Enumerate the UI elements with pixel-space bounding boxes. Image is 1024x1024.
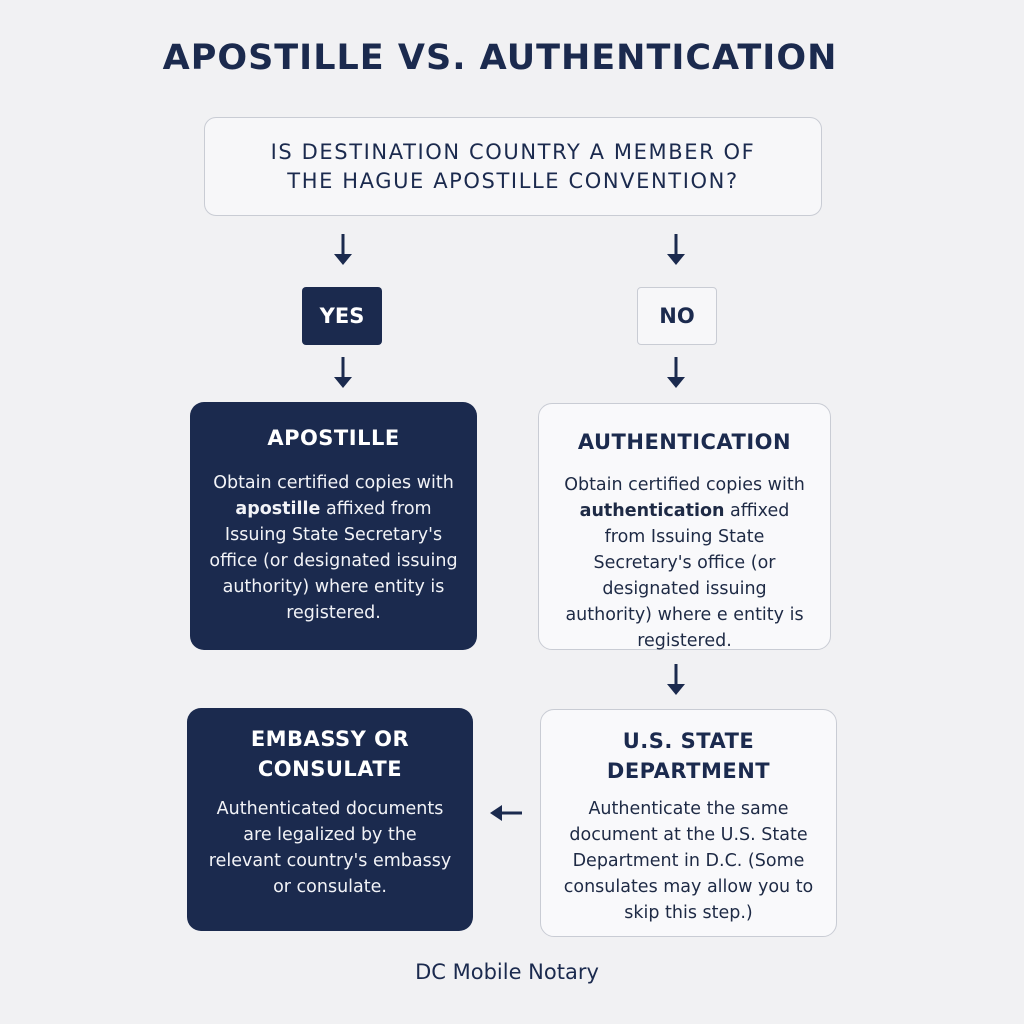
embassy-text: Authenticated documents are legalized by the relevant country's embassy or consulate.	[208, 799, 452, 897]
question-line-1: IS DESTINATION COUNTRY A MEMBER OF	[270, 139, 756, 164]
state-department-text: Authenticate the same document at the U.S. State Department in D.C. (Some consulates may allow you to skip this step.)	[563, 799, 814, 923]
diagram-title: APOSTILLE VS. AUTHENTICATION	[162, 38, 838, 78]
authentication-bold-term: authentication	[579, 501, 725, 521]
apostille-text: Obtain certified copies with apostille affixed from Issuing State Secretary's office (or designated issuing authority) where entity is registered.	[209, 473, 458, 623]
arrow-down-icon	[331, 232, 355, 268]
embassy-heading: EMBASSY OR CONSULATE	[250, 727, 410, 781]
question-box	[204, 117, 822, 216]
authentication-box	[538, 403, 831, 650]
question-line-2: THE HAGUE APOSTILLE CONVENTION?	[287, 168, 739, 193]
apostille-heading: APOSTILLE	[267, 426, 400, 450]
state-department-heading: U.S. STATE DEPARTMENT	[606, 729, 771, 783]
no-label: NO	[637, 287, 717, 345]
arrow-down-icon	[664, 662, 688, 698]
arrow-down-icon	[664, 232, 688, 268]
footer-credit: DC Mobile Notary	[415, 960, 599, 984]
arrow-down-icon	[331, 355, 355, 391]
yes-label: YES	[302, 287, 382, 345]
arrow-left-icon	[488, 803, 524, 823]
arrow-down-icon	[664, 355, 688, 391]
authentication-text: Obtain certified copies with authentication affixed from Issuing State Secretary's office (or designated issuing authority) where e entity is registered.	[564, 475, 805, 651]
apostille-bold-term: apostille	[235, 499, 321, 519]
authentication-heading: AUTHENTICATION	[577, 430, 792, 454]
embassy-box	[187, 708, 473, 931]
state-department-box	[540, 709, 837, 937]
apostille-box	[190, 402, 477, 650]
